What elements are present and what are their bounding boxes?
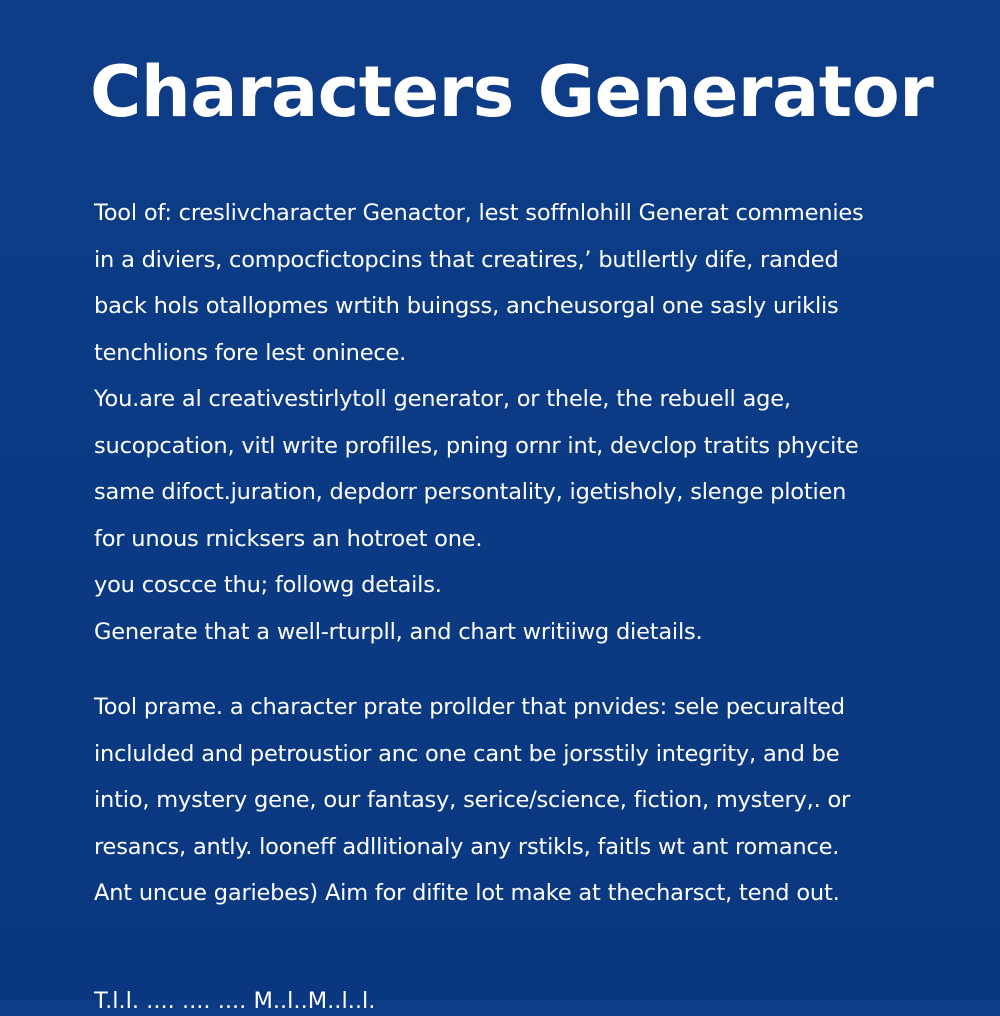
text-line: Ant uncue gariebes) Aim for difite lot make at thecharsct, tend out. <box>94 880 840 906</box>
text-line: resancs, antly. looneff adllitionaly any rstikls, faitls wt ant romance. <box>94 833 840 860</box>
text-line: tenchlions fore lest oninece. <box>94 339 407 366</box>
cut-off-text-line: T.l.l. .... .... .... M..l..M..l..l. <box>94 988 376 1014</box>
text-line: you coscce thu; followg details. <box>94 572 442 598</box>
text-line: back hols otallopmes wrtith buingss, ancheusorgal one sasly uriklis <box>94 293 839 319</box>
text-line: Generate that a well-rturpll, and chart writiiwg dietails. <box>94 618 703 645</box>
text-line: sucopcation, vitl write profilles, pning ornr int, devclop tratits phycite <box>94 432 859 459</box>
text-line: Tool prame. a character prate prollder that pnvides: sele pecuralted <box>94 694 845 720</box>
paragraph-tool-frame <box>94 684 924 917</box>
paragraph-intro <box>94 190 924 655</box>
text-line: intio, mystery gene, our fantasy, serice/science, fiction, mystery,. or <box>94 787 851 813</box>
page-title: Characters Generator <box>90 51 934 133</box>
text-line: in a diviers, compocfictopcins that creatires,’ butllertly dife, randed <box>94 246 839 273</box>
text-line: for unous rnicksers an hotroet one. <box>94 525 483 552</box>
text-line: You.are al creativestirlytoll generator, or thele, the rebuell age, <box>94 386 791 412</box>
text-line: same difoct.juration, depdorr persontality, igetisholy, slenge plotien <box>94 479 847 505</box>
text-line: inclulded and petroustior anc one cant be jorsstily integrity, and be <box>94 740 840 767</box>
text-line: Tool of: creslivcharacter Genactor, lest soffnlohill Generat commenies <box>94 200 864 226</box>
